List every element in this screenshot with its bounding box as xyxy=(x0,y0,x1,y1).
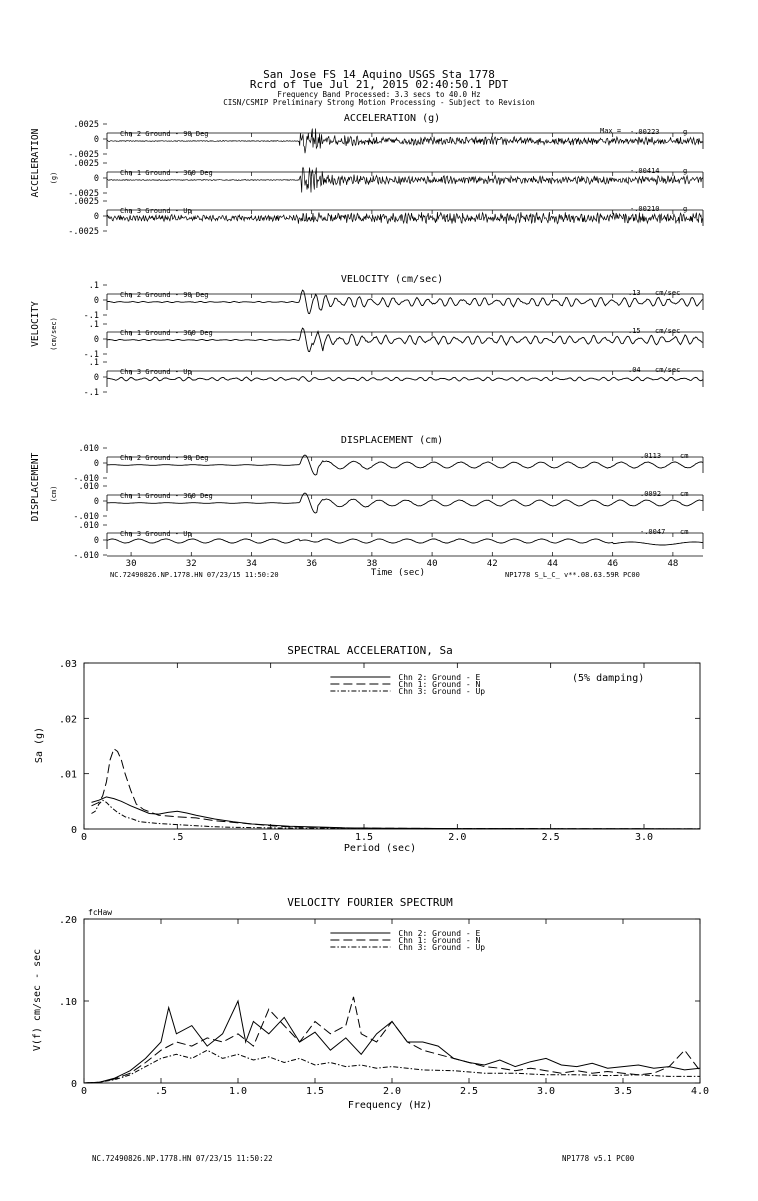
x-tick-label: 2.5 xyxy=(459,1086,479,1097)
trace-y-tick-label: .0025 xyxy=(73,120,99,130)
x-tick-label: 2.5 xyxy=(541,832,560,843)
trace-y-tick-label: -.1 xyxy=(83,388,99,398)
legend-label: Chn 2: Ground - E xyxy=(398,929,481,938)
velocity-ylabel: VELOCITY xyxy=(30,301,41,347)
acceleration-panel xyxy=(30,113,703,237)
trace-peak-unit: cm/sec xyxy=(655,366,681,374)
trace-y-tick-label: -.010 xyxy=(73,512,99,522)
x-tick-label: 3.0 xyxy=(634,832,654,843)
waveform-line xyxy=(107,212,703,224)
y-tick-label: .01 xyxy=(58,769,77,781)
x-tick-label: 0 xyxy=(80,832,88,843)
x-tick-label: 1.5 xyxy=(354,832,374,843)
time-axis-tick-label: 38 xyxy=(366,559,378,569)
y-tick-label: 0 xyxy=(70,825,77,836)
trace-y-tick-label: .0025 xyxy=(73,159,99,169)
series-line xyxy=(92,800,701,829)
x-tick-label: 2.0 xyxy=(382,1086,402,1097)
trace-peak-value: .13 xyxy=(628,289,641,297)
trace-y-tick-label: -.0025 xyxy=(68,227,99,237)
fs-xlabel: Frequency (Hz) xyxy=(347,1100,433,1111)
trace-channel-label: Chn 2 Ground - 90 Deg xyxy=(120,454,209,462)
velocity-fourier-spectrum-chart xyxy=(32,896,709,1111)
y-tick-label: .10 xyxy=(58,997,77,1008)
header-record: Rcrd of Tue Jul 21, 2015 02:40:50.1 PDT xyxy=(249,78,509,91)
trace-y-tick-label: 0 xyxy=(93,296,99,306)
time-axis-tick-label: 34 xyxy=(246,559,257,569)
time-axis-tick-label: 30 xyxy=(125,559,137,569)
trace-y-tick-label: .0025 xyxy=(73,197,99,207)
footer-bottom-left: NC.72490826.NP.1778.HN 07/23/15 11:50:22 xyxy=(92,1154,273,1163)
footer-top-right: NP1778 S_L_C_ v**.08.63.59R PC00 xyxy=(505,571,640,579)
trace-peak-unit: g xyxy=(683,128,688,136)
trace-peak-unit: cm xyxy=(680,490,689,498)
acceleration-max-label: Max = xyxy=(600,127,622,135)
displacement-yunit: (cm) xyxy=(50,485,58,503)
time-axis-tick-label: 44 xyxy=(547,559,558,569)
time-axis-tick-label: 36 xyxy=(306,559,318,569)
y-tick-label: .03 xyxy=(58,659,77,670)
trace-peak-value: -.0047 xyxy=(640,528,666,536)
trace-y-tick-label: 0 xyxy=(93,174,99,184)
trace-y-tick-label: .010 xyxy=(78,521,99,531)
acceleration-yunit: (g) xyxy=(50,171,58,185)
trace-peak-value: .15 xyxy=(628,327,641,335)
time-axis-tick-label: 32 xyxy=(185,559,197,569)
trace-channel-label: Chn 1 Ground - 360 Deg xyxy=(120,329,213,337)
x-tick-label: 0 xyxy=(80,1086,88,1097)
x-tick-label: 4.0 xyxy=(690,1086,710,1097)
trace-peak-unit: g xyxy=(683,205,688,213)
x-tick-label: 1.0 xyxy=(261,832,280,843)
trace-channel-label: Chn 2 Ground - 90 Deg xyxy=(120,130,209,138)
waveform-line xyxy=(107,539,703,545)
footer-top-left: NC.72490826.NP.1778.HN 07/23/15 11:50:20 xyxy=(110,571,279,579)
trace-y-tick-label: 0 xyxy=(93,536,99,546)
trace-y-tick-label: 0 xyxy=(93,497,99,507)
legend-label: Chn 1: Ground - N xyxy=(398,680,481,689)
x-tick-label: 1.0 xyxy=(228,1086,248,1097)
displacement-title: DISPLACEMENT (cm) xyxy=(340,435,444,446)
velocity-title: VELOCITY (cm/sec) xyxy=(340,274,444,285)
displacement-panel xyxy=(30,435,703,561)
spectral-acceleration-chart xyxy=(34,644,700,854)
time-axis-tick-label: 40 xyxy=(426,559,438,569)
sa-xlabel: Period (sec) xyxy=(343,843,417,854)
trace-peak-unit: cm/sec xyxy=(655,289,681,297)
trace-y-tick-label: .1 xyxy=(88,358,99,368)
sa-title: SPECTRAL ACCELERATION, Sa xyxy=(287,644,453,657)
trace-y-tick-label: 0 xyxy=(93,212,99,222)
displacement-ylabel: DISPLACEMENT xyxy=(30,452,41,522)
legend-label: Chn 3: Ground - Up xyxy=(398,687,486,696)
fs-ylabel: V(f) cm/sec - sec xyxy=(32,948,43,1052)
series-line xyxy=(84,1001,700,1083)
x-tick-label: 2.0 xyxy=(448,832,467,843)
trace-y-tick-label: -.1 xyxy=(83,311,99,321)
trace-peak-unit: g xyxy=(683,167,688,175)
time-axis-tick-label: 48 xyxy=(667,559,679,569)
legend-label: Chn 3: Ground - Up xyxy=(398,943,486,952)
trace-peak-value: .0092 xyxy=(640,490,662,498)
trace-y-tick-label: -.1 xyxy=(83,350,99,360)
trace-y-tick-label: -.010 xyxy=(73,474,99,484)
trace-channel-label: Chn 3 Ground - Up xyxy=(120,530,192,538)
trace-channel-label: Chn 2 Ground - 90 Deg xyxy=(120,291,209,299)
trace-y-tick-label: 0 xyxy=(93,335,99,345)
trace-y-tick-label: .1 xyxy=(88,320,99,330)
trace-peak-value: .04 xyxy=(628,366,641,374)
x-tick-label: 3.0 xyxy=(536,1086,556,1097)
trace-y-tick-label: 0 xyxy=(93,135,99,145)
x-tick-label: .5 xyxy=(171,832,184,843)
time-axis-tick-label: 46 xyxy=(607,559,619,569)
fs-title: VELOCITY FOURIER SPECTRUM xyxy=(287,896,453,909)
x-tick-label: .5 xyxy=(154,1086,168,1097)
header-processing: CISN/CSMIP Preliminary Strong Motion Processing - Subject to Revision xyxy=(223,98,535,107)
trace-channel-label: Chn 1 Ground - 360 Deg xyxy=(120,169,213,177)
trace-peak-unit: cm/sec xyxy=(655,327,681,335)
x-tick-label: 1.5 xyxy=(305,1086,325,1097)
trace-channel-label: Chn 1 Ground - 360 Deg xyxy=(120,492,213,500)
y-tick-label: 0 xyxy=(70,1079,77,1090)
fs-corner-label: fcHaw xyxy=(88,908,113,917)
legend-label: Chn 1: Ground - N xyxy=(398,936,481,945)
waveform-line xyxy=(107,377,703,382)
header-station: San Jose FS 14 Aquino USGS Sta 1778 xyxy=(263,68,495,81)
trace-channel-label: Chn 3 Ground - Up xyxy=(120,207,192,215)
trace-y-tick-label: -.0025 xyxy=(68,189,99,199)
plot-frame xyxy=(84,663,700,829)
trace-peak-unit: cm xyxy=(680,452,689,460)
time-axis-tick-label: 42 xyxy=(486,559,498,569)
acceleration-ylabel: ACCELERATION xyxy=(30,128,41,198)
y-tick-label: .20 xyxy=(58,915,77,926)
time-axis-label: Time (sec) xyxy=(370,568,426,578)
trace-peak-value: -.00210 xyxy=(630,205,660,213)
x-tick-label: 3.5 xyxy=(613,1086,633,1097)
series-line xyxy=(92,749,701,829)
trace-channel-label: Chn 3 Ground - Up xyxy=(120,368,192,376)
trace-y-tick-label: 0 xyxy=(93,373,99,383)
trace-peak-value: -.00414 xyxy=(630,167,660,175)
velocity-yunit: (cm/sec) xyxy=(50,317,58,351)
footer-bottom-right: NP1778 v5.1 PC00 xyxy=(562,1154,635,1163)
header-band: Frequency Band Processed: 3.3 secs to 40.0 Hz xyxy=(277,90,481,99)
sa-damping-note: (5% damping) xyxy=(572,673,645,684)
trace-y-tick-label: -.010 xyxy=(73,551,99,561)
series-line xyxy=(84,997,700,1083)
trace-peak-value: .0113 xyxy=(640,452,662,460)
trace-peak-unit: cm xyxy=(680,528,689,536)
trace-peak-value: -.00223 xyxy=(630,128,660,136)
legend-label: Chn 2: Ground - E xyxy=(398,673,481,682)
velocity-panel xyxy=(30,274,703,398)
sa-ylabel: Sa (g) xyxy=(34,726,45,764)
trace-y-tick-label: .010 xyxy=(78,482,99,492)
acceleration-title: ACCELERATION (g) xyxy=(343,113,441,124)
trace-y-tick-label: .1 xyxy=(88,281,99,291)
trace-y-tick-label: .010 xyxy=(78,444,99,454)
plot-frame xyxy=(84,919,700,1083)
trace-y-tick-label: 0 xyxy=(93,459,99,469)
trace-y-tick-label: -.0025 xyxy=(68,150,99,160)
series-line xyxy=(92,797,701,829)
y-tick-label: .02 xyxy=(58,714,77,726)
